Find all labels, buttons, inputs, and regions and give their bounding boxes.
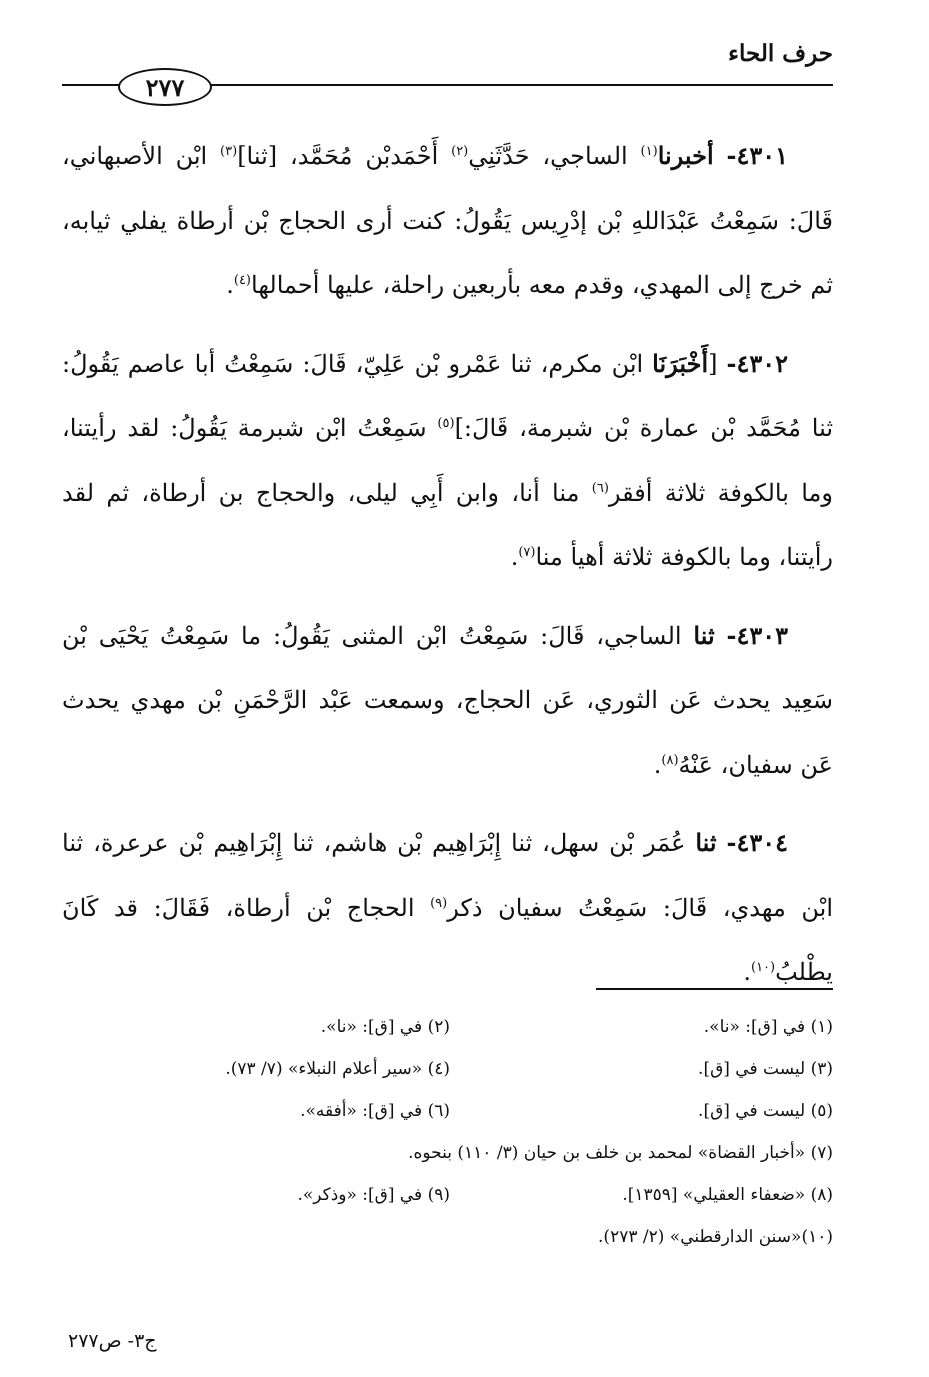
- footnote-5: (٥) ليست في [ق].: [698, 1101, 833, 1121]
- entry-text: الساجي، حَدَّثَنِي: [468, 142, 641, 170]
- entry-number: ٤٣٠٣-: [726, 620, 788, 650]
- footnote-6: (٦) في [ق]: «أفقه».: [300, 1101, 450, 1121]
- entry-body: [62, 829, 833, 986]
- keyword-term: أَخْبَرَنَا: [652, 348, 709, 378]
- entry-text: .: [226, 271, 234, 299]
- footnote-8: (٨) «ضعفاء العقيلي» [١٣٥٩].: [622, 1185, 833, 1205]
- entry-number: ٤٣٠٤-: [726, 828, 788, 857]
- entry-body: [62, 350, 833, 572]
- footnote-3: (٣) ليست في [ق].: [698, 1059, 833, 1079]
- footnote-marker: (٣): [220, 144, 238, 159]
- main-text: [62, 124, 833, 1019]
- footnote-4: (٤) «سير أعلام النبلاء» (٧/ ٧٣).: [225, 1059, 450, 1079]
- entry-4302: [62, 332, 833, 590]
- chapter-title: حرف الحاء: [728, 40, 833, 67]
- footnote-1: (١) في [ق]: «نا».: [703, 1017, 833, 1037]
- footnote-9: (٩) في [ق]: «وذكر».: [297, 1185, 450, 1205]
- entry-text: .: [743, 958, 751, 986]
- footnote-marker: (٢): [451, 144, 469, 159]
- footnote-row: [62, 1174, 833, 1216]
- entry-body: [62, 622, 833, 779]
- entry-text: .: [653, 750, 662, 779]
- entry-text: عُمَر بْن سهل، ثنا إِبْرَاهِيم بْن هاشم، ثنا إِبْرَاهِيم بْن عرعرة، ثنا ابْن مهدي، قَالَ: سَمِعْتُ سفيان ذكر: [62, 829, 834, 922]
- footnote-marker: (٦): [591, 480, 609, 496]
- entry-4304: [62, 811, 833, 1005]
- footnote-row: [62, 1216, 833, 1258]
- footnote-marker: (١٠): [750, 960, 776, 975]
- keyword-term: ثنا: [695, 828, 717, 857]
- entry-body: [62, 142, 833, 299]
- entry-number: ٤٣٠١-: [726, 141, 789, 170]
- entry-text: أَحْمَدبْن مُحَمَّد، [ثنا]: [237, 142, 452, 170]
- footnote-10: (١٠)«سنن الدارقطني» (٢/ ٢٧٣).: [598, 1227, 833, 1247]
- entry-text: ابْن الأصبهاني، قَالَ: سَمِعْتُ عَبْدَاللهِ بْن إدْرِيس يَقُولُ: كنت أرى الحجاج بْن أرطاة يفلي ثيابه، ثم خرج إلى المهدي، وقدم معه بأربعين راحلة، عليها أحمالها: [62, 142, 833, 299]
- entry-text: الساجي، قَالَ: سَمِعْتُ ابْن المثنى يَقُولُ: ما سَمِعْتُ يَحْيَى بْن سَعِيد يحدث عَن الثوري، عَن الحجاج، وسمعت عَبْد الرَّحْمَنِ بْن مهدي يحدث عَن سفيان، عَنْهُ: [62, 621, 833, 779]
- entry-4303: [62, 604, 833, 798]
- entry-text: منا أنا، وابن أَبِي ليلى، والحجاج بن أرطاة، ثم لقد رأيتنا، وما بالكوفة ثلاثة أهيأ منا: [62, 478, 833, 571]
- entry-text: الحجاج بْن أرطاة، فَقَالَ: قد كَانَ يطْلبُ: [62, 893, 833, 986]
- keyword-term: ثنا: [693, 620, 715, 650]
- footnote-marker: (٥): [437, 416, 455, 431]
- keyword-term: أخبرنا: [657, 141, 714, 170]
- footnote-marker: (١): [640, 144, 658, 159]
- footnote-marker: (٨): [661, 752, 679, 768]
- entry-text: [: [708, 349, 718, 378]
- footnotes: [62, 1006, 833, 1258]
- footnote-2: (٢) في [ق]: «نا».: [320, 1017, 450, 1037]
- entry-text: سَمِعْتُ ابْن شبرمة يَقُولُ: لقد رأيتنا، وما بالكوفة ثلاثة أفقر: [62, 414, 833, 507]
- entry-text: .: [510, 543, 519, 571]
- footnote-row: [62, 1048, 833, 1090]
- page-reference: ج٣- ص٢٧٧: [68, 1330, 157, 1352]
- footnote-marker: (٩): [430, 895, 448, 911]
- footnote-row: [62, 1132, 833, 1174]
- page-number-badge: ٢٧٧: [118, 68, 212, 106]
- entry-number: ٤٣٠٢-: [726, 348, 788, 378]
- footnote-row: [62, 1090, 833, 1132]
- entry-text: ابْن مكرم، ثنا عَمْرو بْن عَلِيّ، قَالَ: سَمِعْتُ أبا عاصم يَقُولُ: ثنا مُحَمَّد بْن عمارة بْن شبرمة، قَالَ:]: [62, 349, 833, 442]
- footnote-marker: (٧): [518, 545, 536, 560]
- entry-4301: [62, 124, 833, 318]
- footnote-separator: [596, 988, 833, 990]
- footnote-marker: (٤): [233, 273, 251, 288]
- footnote-row: [62, 1006, 833, 1048]
- footnote-7: (٧) «أخبار القضاة» لمحمد بن خلف بن حيان (٣/ ١١٠) بنحوه.: [408, 1143, 833, 1163]
